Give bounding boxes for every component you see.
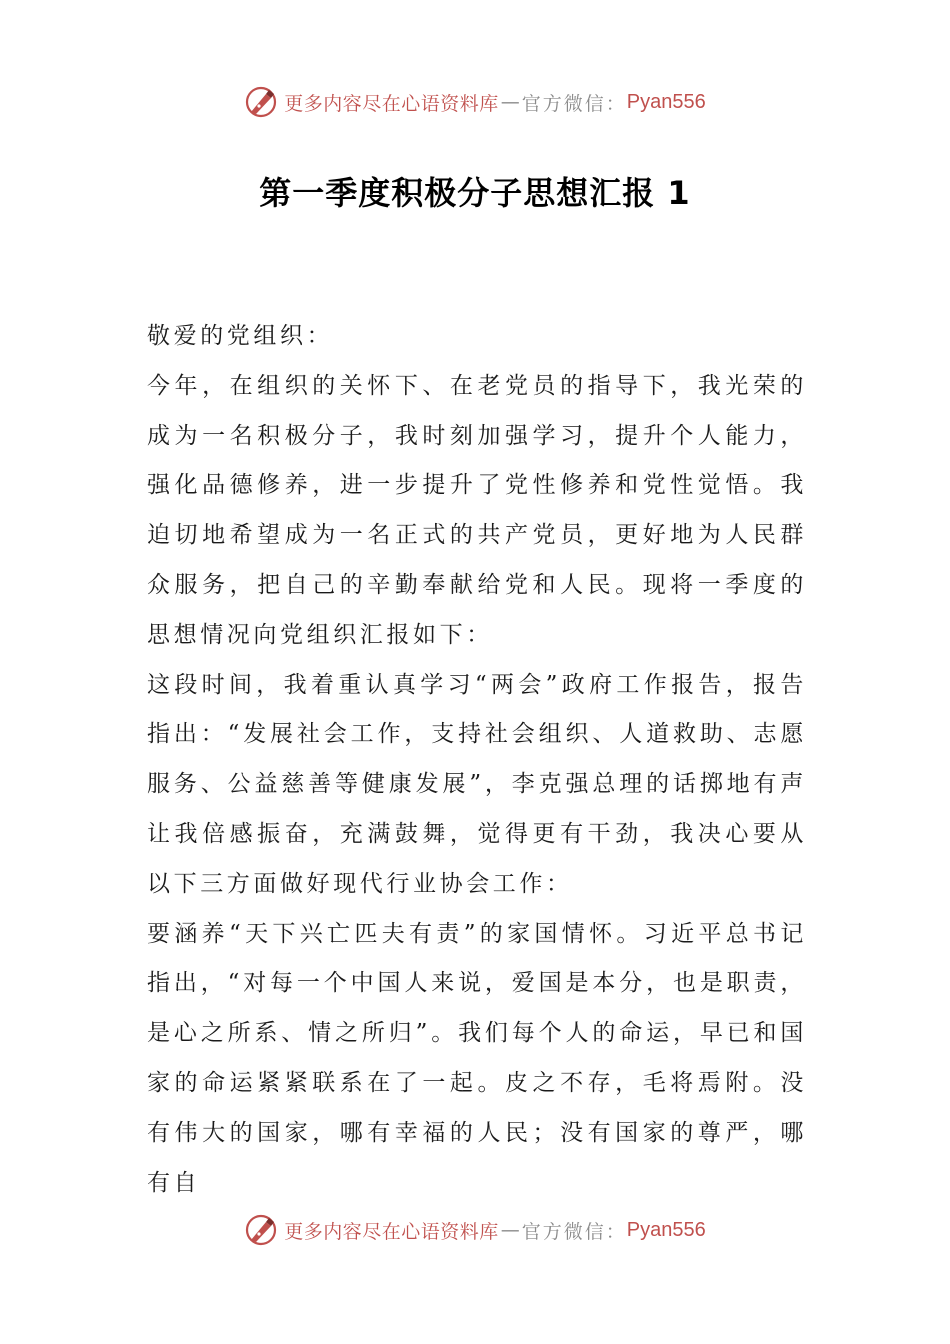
salutation: 敬爱的党组织： — [147, 323, 334, 349]
document-body — [147, 312, 807, 1208]
pen-nib-circle-icon — [244, 1213, 278, 1247]
paragraph-intro: 今年，在组织的关怀下、在老党员的指导下，我光荣的成为一名积极分子，我时刻加强学习，提升个人能力，强化品德修养，进一步提升了党性修养和党性觉悟。我迫切地希望成为一名正式的共产党员，更好地为人民群众服务，把自己的辛勤奉献给党和人民。现将一季度的思想情况向党组织汇报如下： — [147, 372, 807, 648]
wechat-label: 官方微信： — [521, 1220, 627, 1243]
wechat-label: 官方微信： — [521, 92, 627, 115]
paragraph-patriotism: 要涵养“天下兴亡匹夫有责”的家国情怀。习近平总书记指出，“对每一个中国人来说，爱国是本分，也是职责，是心之所系、情之所归”。我们每个人的命运，早已和国家的命运紧紧联系在了一起。皮之不存，毛将焉附。没有伟大的国家，哪有幸福的人民；没有国家的尊严，哪有自 — [147, 920, 807, 1196]
pen-nib-circle-icon — [244, 85, 278, 119]
watermark-dash: — — [500, 1219, 520, 1241]
document-title: 第一季度积极分子思想汇报 1 — [259, 174, 691, 212]
wechat-id: Pyan556 — [626, 90, 706, 113]
watermark-header — [0, 82, 950, 122]
watermark-text: 更多内容尽在心语资料库 — [284, 1220, 499, 1243]
watermark-dash: — — [500, 91, 520, 113]
wechat-id: Pyan556 — [626, 1218, 706, 1241]
watermark-footer — [0, 1210, 950, 1250]
paragraph-study: 这段时间，我着重认真学习“两会”政府工作报告，报告指出：“发展社会工作，支持社会组织、人道救助、志愿服务、公益慈善等健康发展”，李克强总理的话掷地有声让我倍感振奋，充满鼓舞，觉得更有干劲，我决心要从以下三方面做好现代行业协会工作： — [147, 671, 807, 897]
watermark-text: 更多内容尽在心语资料库 — [284, 92, 499, 115]
